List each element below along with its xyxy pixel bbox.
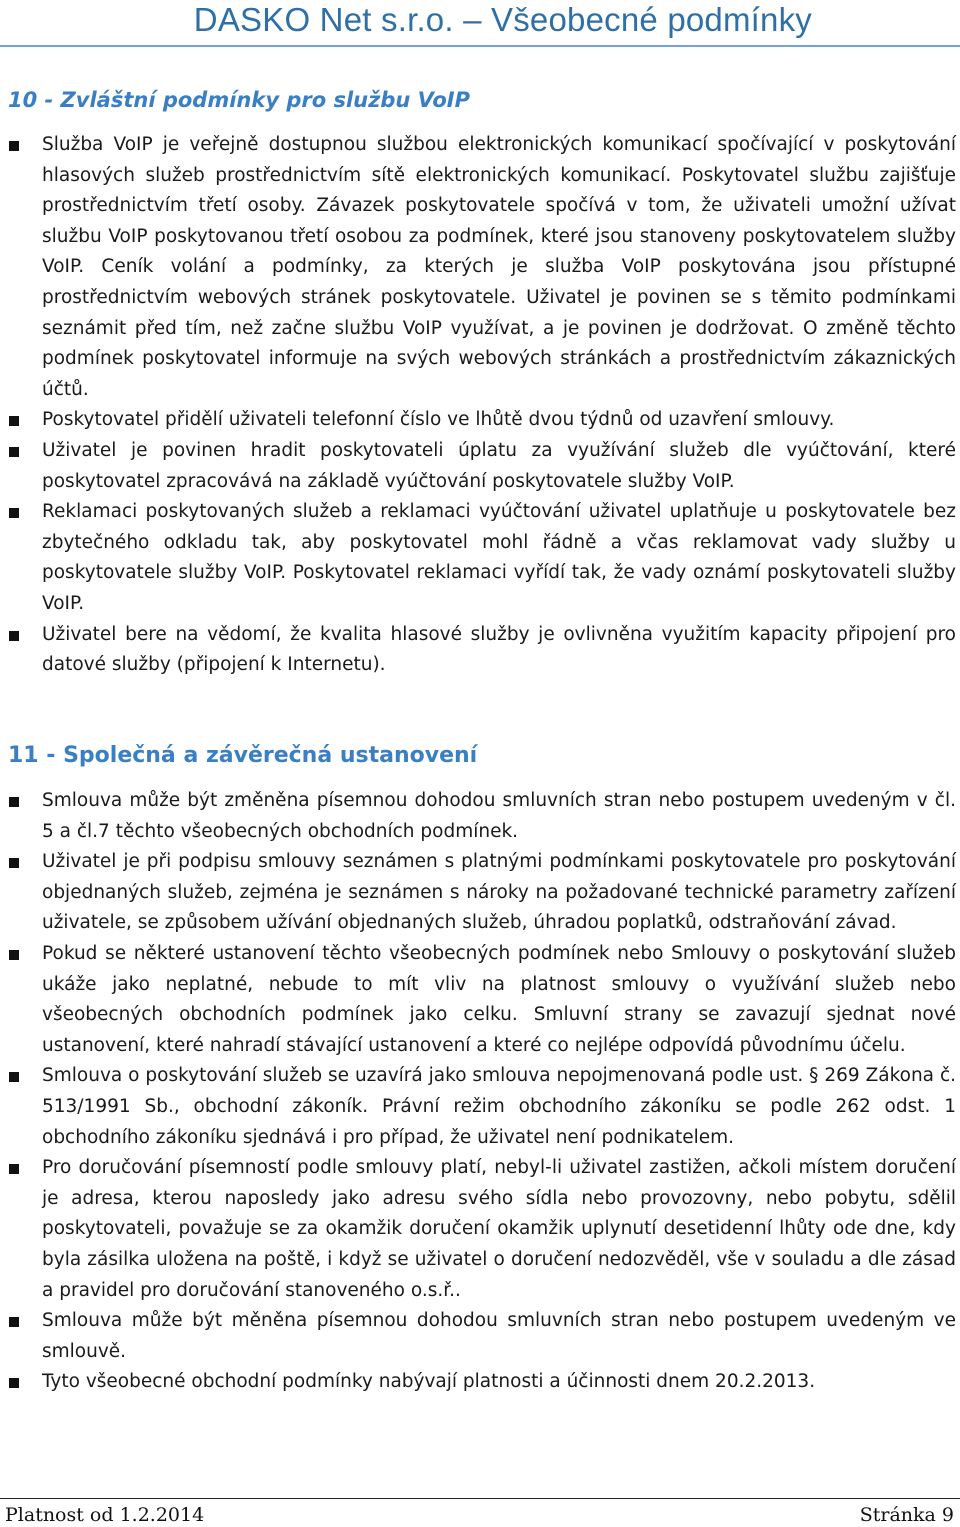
bullet-square-icon (9, 1164, 19, 1174)
list-item-text: Poskytovatel přidělí uživateli telefonní číslo ve lhůtě dvou týdnů od uzavření smlouvy. (42, 409, 835, 431)
list-item (0, 1306, 960, 1367)
bullet-square-icon (9, 1317, 19, 1327)
section-10-title: 10 - Zvláštní podmínky pro službu VoIP (8, 88, 470, 112)
footer-divider (0, 1498, 960, 1499)
document-header-title: DASKO Net s.r.o. – Všeobecné podmínky (193, 1, 812, 38)
list-item-text: Služba VoIP je veřejně dostupnou službou elektronických komunikací spočívající v poskytování hlasových služeb prostřednictvím sítě elektronických komunikací. Poskytovatel službu zajišťuje prostřednictvím třetí osoby. Závazek poskytovatele spočívá v tom, že uživateli umožní užívat službu VoIP poskytovanou třetí osobou za podmínek, které jsou stanoveny poskytovatelem služby VoIP. Ceník volání a podmínky, za kterých je služba VoIP poskytována jsou přístupné prostřednictvím webových stránek poskytovatele. Uživatel je povinen se s těmito podmínkami seznámit před tím, než začne službu VoIP využívat, a je povinen je dodržovat. O změně těchto podmínek poskytovatel informuje na svých webových stránkách a prostřednictvím zákaznických účtů. (42, 134, 956, 400)
bullet-square-icon (9, 447, 19, 457)
list-item-text: Pro doručování písemností podle smlouvy platí, nebyl-li uživatel zastižen, ačkoli místem doručení je adresa, kterou naposledy jako adresu svého sídla nebo provozovny, nebo pobytu, sdělil poskytovateli, považuje se za okamžik doručení okamžik uplynutí desetidenní lhůty ode dne, kdy byla zásilka uložena na poště, i když se uživatel o doručení nedozvěděl, vše v souladu a dle zásad a pravidel pro doručování stanoveného o.s.ř.. (42, 1157, 956, 1301)
list-item-text: Smlouva může být změněna písemnou dohodou smluvních stran nebo postupem uvedeným v čl. 5 a čl.7 těchto všeobecných obchodních podmínek. (42, 790, 956, 842)
bullet-square-icon (9, 858, 19, 868)
bullet-square-icon (9, 416, 19, 426)
list-item (0, 1153, 960, 1306)
list-item (0, 1061, 960, 1153)
list-item (0, 436, 960, 497)
list-item-text: Uživatel je při podpisu smlouvy seznámen s platnými podmínkami poskytovatele pro poskytování objednaných služeb, zejména je seznámen s nároky na požadované technické parametry zařízení uživatele, se způsobem užívání objednaných služeb, úhradou poplatků, odstraňování závad. (42, 851, 956, 934)
list-item-text: Reklamaci poskytovaných služeb a reklamaci vyúčtování uživatel uplatňuje u poskytovatele bez zbytečného odkladu tak, aby poskytovatel mohl řádně a včas reklamovat vady služby u poskytovatele služby VoIP. Poskytovatel reklamaci vyřídí tak, že vady oznámí poskytovateli služby VoIP. (42, 501, 956, 614)
section-10-list (0, 130, 960, 681)
list-item (0, 620, 960, 681)
bullet-square-icon (9, 1378, 19, 1388)
footer-page-number: Stránka 9 (859, 1504, 954, 1526)
list-item (0, 1367, 960, 1398)
list-item-text: Smlouva o poskytování služeb se uzavírá jako smlouva nepojmenovaná podle ust. § 269 Zákona č. 513/1991 Sb., obchodní zákoník. Právní režim obchodního zákoníku se podle 262 odst. 1 obchodního zákoníku sjednává i pro případ, že uživatel není podnikatelem. (42, 1065, 956, 1148)
header-divider (0, 45, 960, 47)
list-item (0, 939, 960, 1061)
bullet-square-icon (9, 141, 19, 151)
list-item-text: Pokud se některé ustanovení těchto všeobecných podmínek nebo Smlouvy o poskytování služeb ukáže jako neplatné, nebude to mít vliv na platnost smlouvy o využívání služeb nebo všeobecných obchodních podmínek jako celku. Smluvní strany se zavazují sjednat nové ustanovení, které nahradí stávající ustanovení a které co nejlépe odpovídá původnímu účelu. (42, 942, 956, 1056)
bullet-square-icon (9, 797, 19, 807)
list-item-text: Uživatel je povinen hradit poskytovateli úplatu za využívání služeb dle vyúčtování, které poskytovatel zpracovává na základě vyúčtování poskytovatele služby VoIP. (42, 439, 956, 492)
bullet-square-icon (9, 950, 19, 960)
list-item (0, 847, 960, 939)
footer-validity: Platnost od 1.2.2014 (5, 1504, 205, 1526)
list-item-text: Smlouva může být měněna písemnou dohodou smluvních stran nebo postupem uvedeným ve smlouvě. (42, 1310, 956, 1362)
list-item (0, 130, 960, 405)
section-11-list (0, 786, 960, 1398)
bullet-square-icon (9, 508, 19, 518)
bullet-square-icon (9, 1072, 19, 1082)
list-item (0, 405, 960, 436)
section-11-title: 11 - Společná a závěrečná ustanovení (8, 743, 478, 768)
list-item-text: Uživatel bere na vědomí, že kvalita hlasové služby je ovlivněna využitím kapacity připojení pro datové služby (připojení k Internetu). (42, 623, 956, 676)
bullet-square-icon (9, 631, 19, 641)
list-item-text: Tyto všeobecné obchodní podmínky nabývají platnosti a účinnosti dnem 20.2.2013. (42, 1371, 816, 1393)
list-item (0, 497, 960, 619)
list-item (0, 786, 960, 847)
